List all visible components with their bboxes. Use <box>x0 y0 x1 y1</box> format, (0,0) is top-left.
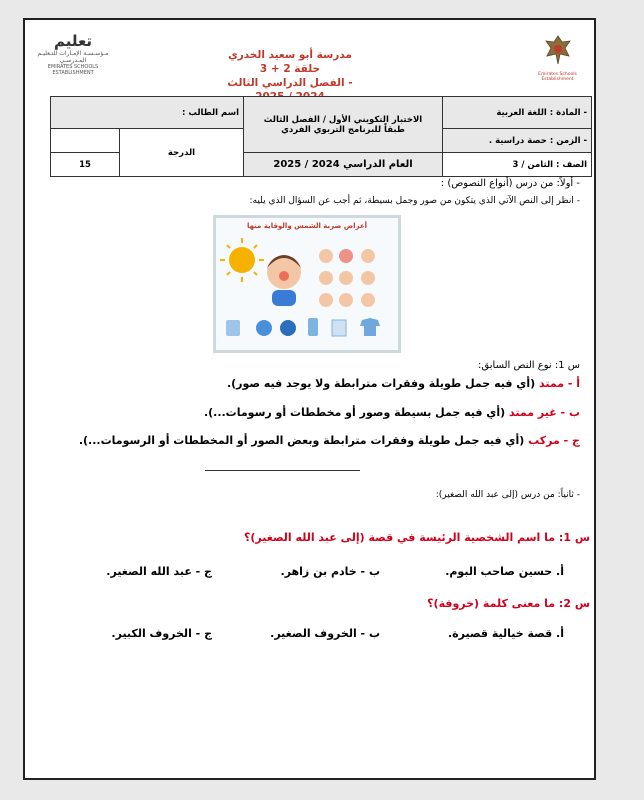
q1-option-b[interactable] <box>204 406 580 419</box>
symptom-faces <box>319 249 375 307</box>
ese-logo-english: EMIRATES SCHOOLS ESTABLISHMENT <box>47 64 99 76</box>
heatstroke-infographic <box>213 215 401 353</box>
blank-cell <box>51 129 120 153</box>
term-line: - الفصل الدراسي الثالث <box>227 77 353 89</box>
q1-option-c-key: ج - مركب <box>528 434 580 447</box>
ese-logo-arabic: مـؤسـسـة الإمـارات للتـعليـم المـدرسـي <box>37 50 109 64</box>
infographic-drawing <box>216 234 398 344</box>
class-cell: الصف : الثامن / 3 <box>443 153 592 177</box>
year-cell: العام الدراسي 2024 / 2025 <box>244 153 443 177</box>
s2-q1-option-c[interactable]: ج - عبد الله الصغير. <box>106 565 212 578</box>
worksheet-page <box>23 18 596 780</box>
student-name-cell: اسم الطالب : <box>51 97 244 129</box>
infographic-title: أعراض ضربة الشمس والوقاية منها <box>246 222 368 230</box>
subject-cell: - المادة : اللغة العربية <box>443 97 592 129</box>
prevention-icons <box>226 318 380 336</box>
section2-title: - ثانياً: من درس (إلى عبد الله الصغير): <box>435 490 580 500</box>
q1-option-a-key: أ - ممتد <box>538 377 580 390</box>
sun-icon <box>220 238 264 282</box>
exam-title-line2: طبقاً للبرنامج التربوي الفردي <box>281 124 405 135</box>
divider-line <box>205 470 360 471</box>
q1-prompt: س 1: نوع النص السابق: <box>478 360 580 371</box>
score-cell: 15 <box>51 153 120 177</box>
s2-q1-option-a[interactable]: أ. حسين صاحب البوم. <box>445 565 564 578</box>
section1-title: - أولاً: من درس (أنواع النصوص) : <box>440 178 580 189</box>
q1-option-a-text: (أي فيه جمل طويلة وفقرات مترابطة ولا يوجد فيه صور). <box>226 377 539 390</box>
ese-logo <box>33 32 113 80</box>
exam-title-cell <box>244 97 443 153</box>
falcon-emblem-icon <box>543 34 573 68</box>
s2-q2-option-c[interactable]: ج - الخروف الكبير. <box>111 627 212 640</box>
s2-q2-prompt: س 2: ما معنى كلمة (خروفة)؟ <box>427 597 590 610</box>
grade-label-cell: الدرجة <box>120 129 244 177</box>
ese-logo-brand: تعليم <box>53 32 93 50</box>
s2-q1-option-b[interactable]: ب - خادم بن زاهر. <box>280 565 380 578</box>
s2-q2-option-a[interactable]: أ. قصة خيالية قصيرة. <box>447 627 564 640</box>
sick-person-icon <box>267 255 301 306</box>
q1-option-a[interactable] <box>227 377 580 390</box>
q1-option-b-key: ب - غير ممتد <box>509 406 580 419</box>
q1-option-c-text: (أي فيه جمل طويلة وفقرات مترابطة وبعض الصور أو المخططات أو الرسومات...). <box>78 434 529 447</box>
s2-q1-prompt: س 1: ما اسم الشخصية الرئيسة في قصة (إلى عبد الله الصغير)؟ <box>244 531 590 544</box>
s2-q2-option-b[interactable]: ب - الخروف الصغير. <box>270 627 380 640</box>
emblem-caption: Emirates Schools Establishment <box>538 72 577 82</box>
q1-option-b-text: (أي فيه جمل بسيطة وصور أو مخططات أو رسومات...). <box>203 406 510 419</box>
school-name: مدرسة أبو سعيد الخدري حلقة 2 + 3 <box>228 49 352 75</box>
exam-title-line1: الاختبار التكويني الأول / الفصل الثالث <box>263 114 423 125</box>
exam-info-table <box>50 96 592 177</box>
uae-emblem <box>530 34 585 84</box>
section1-instruction: - انظر إلى النص الآتي الذي يتكون من صور وجمل بسيطة، ثم أجب عن السؤال الذي يليه: <box>249 196 580 206</box>
time-cell: - الزمن : حصة دراسية . <box>443 129 592 153</box>
q1-option-c[interactable] <box>79 434 580 447</box>
